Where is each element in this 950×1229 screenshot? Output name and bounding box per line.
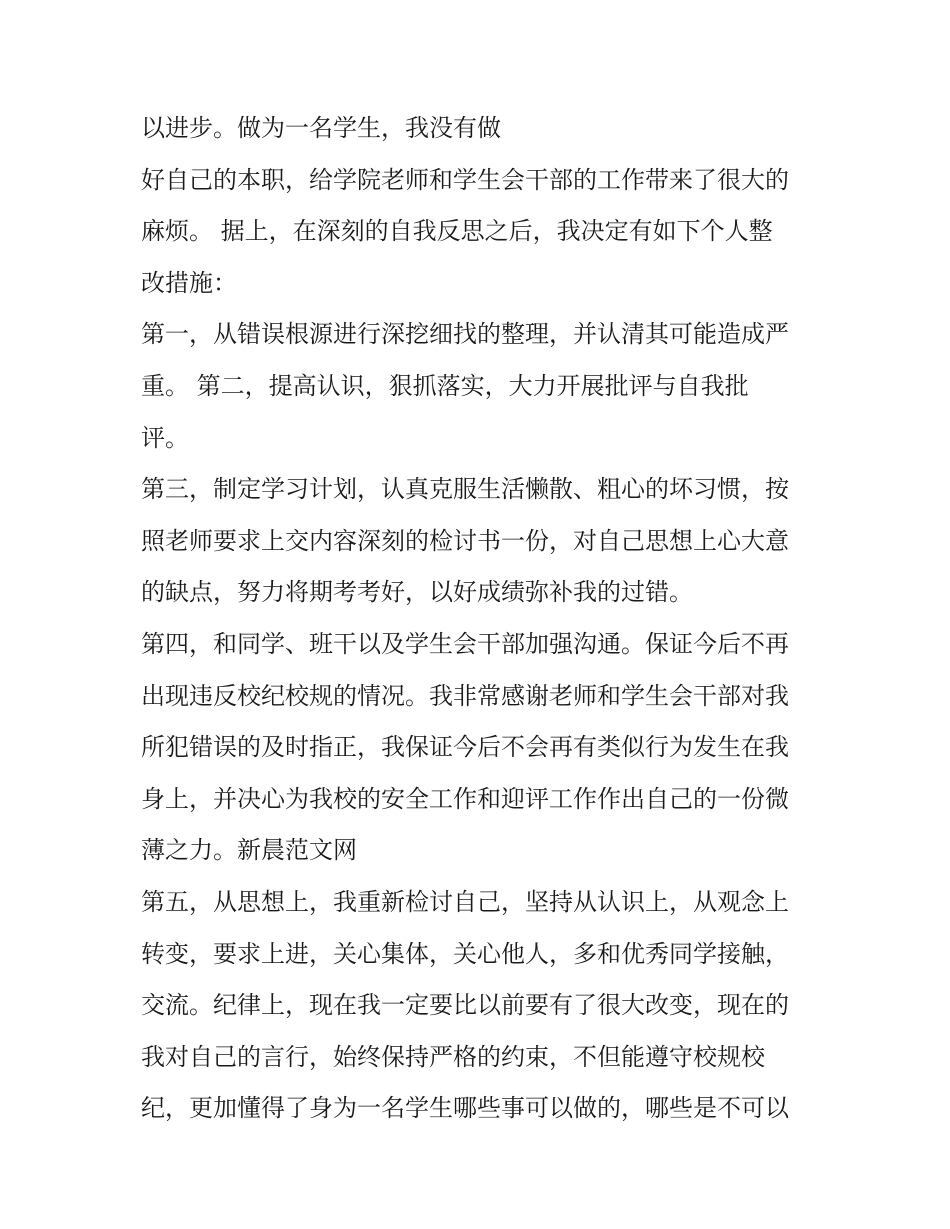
text-line: 纪，更加懂得了身为一名学生哪些事可以做的，哪些是不可以 bbox=[141, 1094, 789, 1123]
text-line: 所犯错误的及时指正，我保证今后不会再有类似行为发生在我 bbox=[141, 733, 789, 762]
text-line: 改措施： bbox=[141, 268, 237, 297]
text-line: 照老师要求上交内容深刻的检讨书一份，对自己思想上心大意 bbox=[141, 526, 789, 555]
text-line: 薄之力。新晨范文网 bbox=[141, 836, 357, 865]
text-line: 出现违反校纪校规的情况。我非常感谢老师和学生会干部对我 bbox=[141, 681, 789, 710]
text-line: 麻烦。 据上，在深刻的自我反思之后，我决定有如下个人整 bbox=[141, 217, 773, 246]
text-line: 的缺点，努力将期考考好，以好成绩弥补我的过错。 bbox=[141, 578, 693, 607]
text-line: 以进步。做为一名学生，我没有做 bbox=[141, 114, 501, 142]
text-line: 我对自己的言行，始终保持严格的约束，不但能遵守校规校 bbox=[141, 1042, 765, 1071]
document-body bbox=[141, 108, 831, 1140]
text-line: 身上，并决心为我校的安全工作和迎评工作作出自己的一份微 bbox=[141, 784, 789, 813]
text-line: 交流。纪律上，现在我一定要比以前要有了很大改变，现在的 bbox=[141, 991, 789, 1020]
text-line: 评。 bbox=[141, 423, 189, 452]
text-line: 转变，要求上进，关心集体，关心他人，多和优秀同学接触， bbox=[141, 939, 789, 968]
text-line: 第四，和同学、班干以及学生会干部加强沟通。保证今后不再 bbox=[141, 629, 789, 658]
text-line: 好自己的本职，给学院老师和学生会干部的工作带来了很大的 bbox=[141, 165, 789, 194]
text-line: 第三，制定学习计划，认真克服生活懒散、粗心的坏习惯，按 bbox=[141, 475, 789, 504]
text-line: 第五，从思想上，我重新检讨自己，坚持从认识上，从观念上 bbox=[141, 887, 789, 916]
text-line: 重。 第二，提高认识，狠抓落实，大力开展批评与自我批 bbox=[141, 371, 749, 400]
text-line: 第一，从错误根源进行深挖细找的整理，并认清其可能造成严 bbox=[141, 320, 789, 349]
